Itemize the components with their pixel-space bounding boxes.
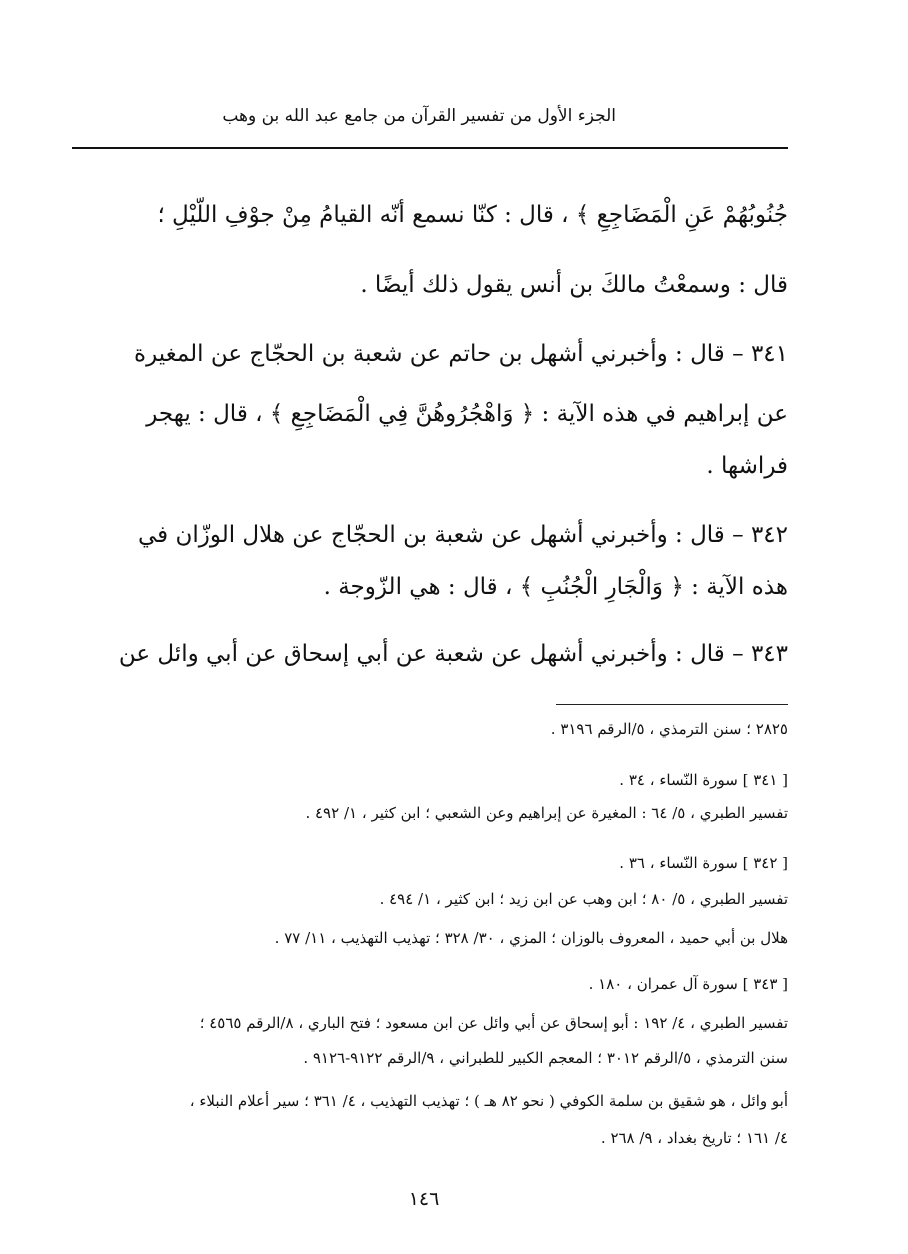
footnote-line-8: تفسير الطبري ، ٤/ ١٩٢ : أبو إسحاق عن أبي وائل عن ابن مسعود ؛ فتح الباري ، ٨/الرقم ٤٥٦٥ ؛ xyxy=(199,1014,788,1032)
text-line-5: فراشها . xyxy=(706,453,788,479)
footnote-line-1: ٢٨٢٥ ؛ سنن الترمذي ، ٥/الرقم ٣١٩٦ . xyxy=(550,720,788,738)
footnote-line-6: هلال بن أبي حميد ، المعروف بالوزان ؛ المزي ، ٣٠/ ٣٢٨ ؛ تهذيب التهذيب ، ١١/ ٧٧ . xyxy=(274,929,788,947)
footnote-rule xyxy=(556,704,788,705)
text-line-1: جُنُوبُهُمْ عَنِ الْمَضَاجِعِ ﴾ ، قال : كنّا نسمع أنّه القيامُ مِنْ جوْفِ اللّيْلِ ؛ xyxy=(157,202,788,228)
footnote-line-3: تفسير الطبري ، ٥/ ٦٤ : المغيرة عن إبراهيم وعن الشعبي ؛ ابن كثير ، ١/ ٤٩٢ . xyxy=(305,804,788,822)
footnote-line-4: [ ٣٤٢ ] سورة النّساء ، ٣٦ . xyxy=(619,854,788,872)
text-line-6: ٣٤٢ – قال : وأخبرني أشهل عن شعبة بن الحجّاج عن هلال الوزّان في xyxy=(137,522,788,548)
footnote-line-11: ٤/ ١٦١ ؛ تاريخ بغداد ، ٩/ ٢٦٨ . xyxy=(600,1129,788,1147)
page-number: ١٤٦ xyxy=(408,1188,440,1210)
footnote-line-5: تفسير الطبري ، ٥/ ٨٠ ؛ ابن وهب عن ابن زيد ؛ ابن كثير ، ١/ ٤٩٤ . xyxy=(379,890,788,908)
running-header: الجزء الأول من تفسير القرآن من جامع عبد الله بن وهب xyxy=(222,106,616,126)
footnote-line-9: سنن الترمذي ، ٥/الرقم ٣٠١٢ ؛ المعجم الكبير للطبراني ، ٩/الرقم ٩١٢٢-٩١٢٦ . xyxy=(303,1049,788,1067)
footnote-line-2: [ ٣٤١ ] سورة النّساء ، ٣٤ . xyxy=(619,771,788,789)
text-line-7: هذه الآية : ﴿ وَالْجَارِ الْجُنُبِ ﴾ ، قال : هي الزّوجة . xyxy=(323,574,788,600)
footnote-line-7: [ ٣٤٣ ] سورة آل عمران ، ١٨٠ . xyxy=(588,975,788,993)
text-line-8: ٣٤٣ – قال : وأخبرني أشهل عن شعبة عن أبي إسحاق عن أبي وائل عن xyxy=(118,641,788,667)
footnote-line-10: أبو وائل ، هو شقيق بن سلمة الكوفي ( نحو ٨٢ هـ ) ؛ تهذيب التهذيب ، ٤/ ٣٦١ ؛ سير أعلام النبلاء ، xyxy=(189,1092,788,1110)
header-rule xyxy=(72,147,788,149)
text-line-3: ٣٤١ – قال : وأخبرني أشهل بن حاتم عن شعبة بن الحجّاج عن المغيرة xyxy=(134,341,788,367)
text-line-2: قال : وسمعْتُ مالكَ بن أنس يقول ذلك أيضًا . xyxy=(360,272,788,298)
text-line-4: عن إبراهيم في هذه الآية : ﴿ وَاهْجُرُوهُنَّ فِي الْمَضَاجِعِ ﴾ ، قال : يهجر xyxy=(146,401,788,427)
